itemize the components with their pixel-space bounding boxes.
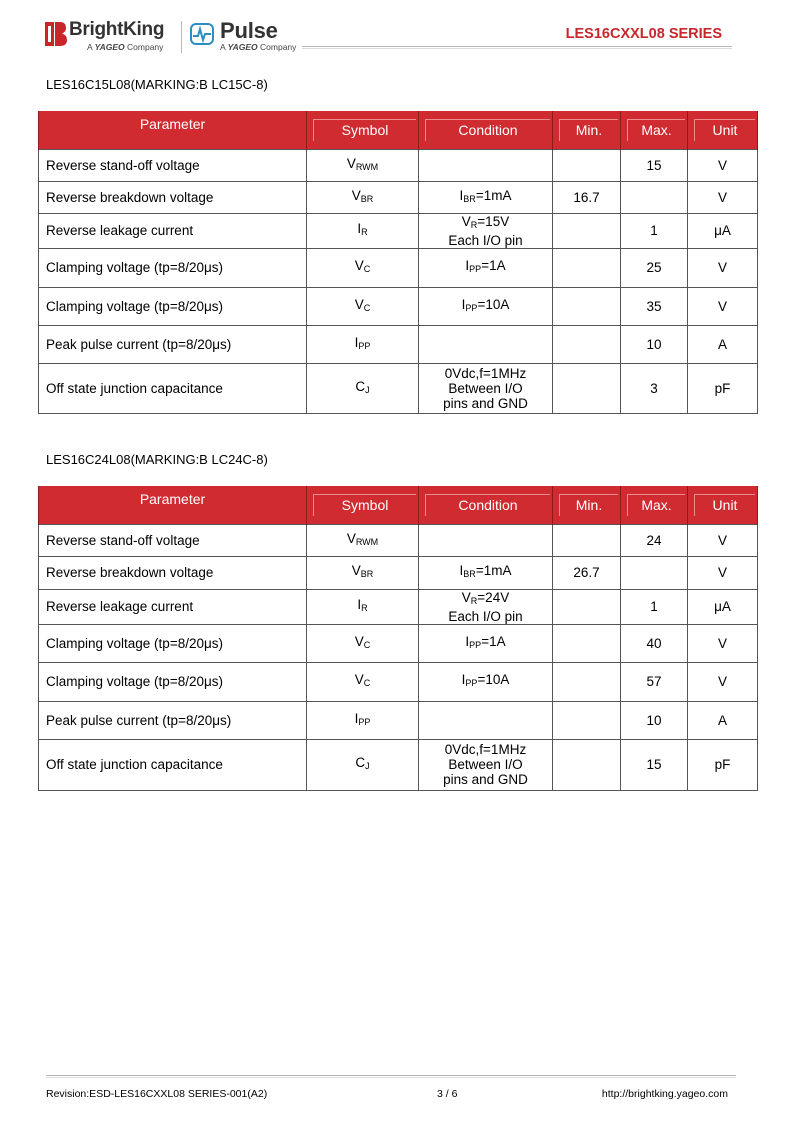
cell-max: 40 xyxy=(621,624,688,662)
col-max: Max. xyxy=(621,486,688,524)
cell-unit: V xyxy=(688,662,758,701)
table-row xyxy=(39,363,758,413)
table-row xyxy=(39,524,758,556)
brightking-logo-icon xyxy=(45,22,67,46)
table1-header-row xyxy=(39,111,758,149)
cell-parameter: Clamping voltage (tp=8/20μs) xyxy=(39,662,307,701)
table-row xyxy=(39,149,758,181)
cell-symbol: $I_R$ xyxy=(307,589,419,624)
col-min: Min. xyxy=(553,486,621,524)
col-unit: Unit xyxy=(688,111,758,149)
cell-condition xyxy=(419,524,553,556)
cell-unit: V xyxy=(688,524,758,556)
cell-condition: $I_{PP}=10A$ xyxy=(419,287,553,325)
cell-condition: $I_{PP}=10A$ xyxy=(419,662,553,701)
header-rule-secondary xyxy=(302,48,732,49)
cell-symbol: $I_R$ xyxy=(307,213,419,248)
cell-parameter: Reverse stand-off voltage xyxy=(39,149,307,181)
table-row xyxy=(39,739,758,790)
page-number: 3 / 6 xyxy=(437,1088,458,1100)
cell-min xyxy=(553,149,621,181)
cell-symbol: $V_C$ xyxy=(307,624,419,662)
table-row xyxy=(39,325,758,363)
cell-symbol: $V_{BR}$ xyxy=(307,556,419,589)
cell-unit: μA xyxy=(688,589,758,624)
cell-min xyxy=(553,363,621,413)
cell-min xyxy=(553,325,621,363)
cell-max xyxy=(621,181,688,213)
cell-min xyxy=(553,248,621,287)
col-symbol: Symbol xyxy=(307,111,419,149)
cell-max: 25 xyxy=(621,248,688,287)
cell-min: 16.7 xyxy=(553,181,621,213)
cell-unit: V xyxy=(688,181,758,213)
table-row xyxy=(39,662,758,701)
col-max: Max. xyxy=(621,111,688,149)
cell-parameter: Reverse breakdown voltage xyxy=(39,181,307,213)
cell-parameter: Peak pulse current (tp=8/20μs) xyxy=(39,701,307,739)
col-condition: Condition xyxy=(419,486,553,524)
cell-unit: V xyxy=(688,624,758,662)
col-parameter: Parameter xyxy=(39,486,307,524)
cell-symbol: $V_C$ xyxy=(307,248,419,287)
cell-parameter: Reverse leakage current xyxy=(39,213,307,248)
series-title: LES16CXXL08 SERIES xyxy=(565,26,722,42)
cell-parameter: Reverse breakdown voltage xyxy=(39,556,307,589)
cell-max: 24 xyxy=(621,524,688,556)
table-row xyxy=(39,287,758,325)
cell-min xyxy=(553,739,621,790)
cell-min xyxy=(553,213,621,248)
cell-symbol: $C_J$ xyxy=(307,363,419,413)
cell-unit: A xyxy=(688,701,758,739)
cell-max: 10 xyxy=(621,701,688,739)
brightking-logo xyxy=(45,19,177,55)
cell-symbol: $I_{PP}$ xyxy=(307,701,419,739)
table2-header-row xyxy=(39,486,758,524)
cell-min xyxy=(553,662,621,701)
cell-unit: μA xyxy=(688,213,758,248)
cell-parameter: Clamping voltage (tp=8/20μs) xyxy=(39,248,307,287)
pulse-logo-icon xyxy=(190,23,214,45)
table-row xyxy=(39,181,758,213)
cell-unit: A xyxy=(688,325,758,363)
cell-symbol: $C_J$ xyxy=(307,739,419,790)
header-rule xyxy=(302,46,732,47)
table1 xyxy=(38,111,758,414)
table-row xyxy=(39,701,758,739)
cell-max: 3 xyxy=(621,363,688,413)
cell-condition: $I_{BR}=1mA$ xyxy=(419,556,553,589)
footer-rule xyxy=(46,1075,736,1076)
cell-unit: pF xyxy=(688,739,758,790)
cell-condition: $V_R=15V$ Each I/O pin xyxy=(419,213,553,248)
pulse-name: Pulse xyxy=(220,18,278,43)
cell-symbol: $V_C$ xyxy=(307,287,419,325)
cell-max: 57 xyxy=(621,662,688,701)
cell-min: 26.7 xyxy=(553,556,621,589)
cell-unit: V xyxy=(688,248,758,287)
cell-symbol: $V_{RWM}$ xyxy=(307,524,419,556)
brightking-tagline: A YAGEO Company xyxy=(87,42,164,52)
cell-parameter: Clamping voltage (tp=8/20μs) xyxy=(39,624,307,662)
cell-unit: pF xyxy=(688,363,758,413)
table1-title: LES16C15L08(MARKING:B LC15C-8) xyxy=(46,77,268,92)
cell-min xyxy=(553,701,621,739)
cell-min xyxy=(553,287,621,325)
cell-max: 15 xyxy=(621,739,688,790)
table2 xyxy=(38,486,758,791)
cell-symbol: $I_{PP}$ xyxy=(307,325,419,363)
pulse-tagline: A YAGEO Company xyxy=(220,42,297,52)
brightking-name: BrightKing xyxy=(69,19,165,40)
cell-unit: V xyxy=(688,556,758,589)
pulse-logo xyxy=(190,19,305,55)
cell-parameter: Peak pulse current (tp=8/20μs) xyxy=(39,325,307,363)
table-row xyxy=(39,213,758,248)
cell-max xyxy=(621,556,688,589)
cell-symbol: $V_{BR}$ xyxy=(307,181,419,213)
col-unit: Unit xyxy=(688,486,758,524)
cell-parameter: Off state junction capacitance xyxy=(39,363,307,413)
cell-max: 15 xyxy=(621,149,688,181)
revision-label: Revision:ESD-LES16CXXL08 SERIES-001(A2) xyxy=(46,1088,268,1100)
cell-symbol: $V_{RWM}$ xyxy=(307,149,419,181)
cell-condition xyxy=(419,701,553,739)
cell-condition: $I_{PP}=1A$ xyxy=(419,624,553,662)
cell-unit: V xyxy=(688,287,758,325)
website-link[interactable]: http://brightking.yageo.com xyxy=(601,1088,728,1100)
cell-max: 10 xyxy=(621,325,688,363)
cell-max: 35 xyxy=(621,287,688,325)
cell-unit: V xyxy=(688,149,758,181)
cell-parameter: Reverse stand-off voltage xyxy=(39,524,307,556)
table-row xyxy=(39,556,758,589)
cell-condition: 0Vdc,f=1MHz Between I/O pins and GND xyxy=(419,739,553,790)
cell-symbol: $V_C$ xyxy=(307,662,419,701)
col-symbol: Symbol xyxy=(307,486,419,524)
cell-min xyxy=(553,624,621,662)
cell-condition: 0Vdc,f=1MHz Between I/O pins and GND xyxy=(419,363,553,413)
table-row xyxy=(39,589,758,624)
cell-max: 1 xyxy=(621,589,688,624)
cell-min xyxy=(553,589,621,624)
cell-parameter: Clamping voltage (tp=8/20μs) xyxy=(39,287,307,325)
table-row xyxy=(39,624,758,662)
cell-condition xyxy=(419,149,553,181)
cell-condition: $I_{BR}=1mA$ xyxy=(419,181,553,213)
cell-condition: $I_{PP}=1A$ xyxy=(419,248,553,287)
cell-parameter: Off state junction capacitance xyxy=(39,739,307,790)
col-parameter: Parameter xyxy=(39,111,307,149)
cell-parameter: Reverse leakage current xyxy=(39,589,307,624)
footer-rule-secondary xyxy=(46,1077,736,1078)
cell-condition: $V_R=24V$ Each I/O pin xyxy=(419,589,553,624)
table-row xyxy=(39,248,758,287)
col-condition: Condition xyxy=(419,111,553,149)
col-min: Min. xyxy=(553,111,621,149)
logo-divider xyxy=(181,21,182,53)
cell-condition xyxy=(419,325,553,363)
cell-min xyxy=(553,524,621,556)
table2-title: LES16C24L08(MARKING:B LC24C-8) xyxy=(46,452,268,467)
cell-max: 1 xyxy=(621,213,688,248)
